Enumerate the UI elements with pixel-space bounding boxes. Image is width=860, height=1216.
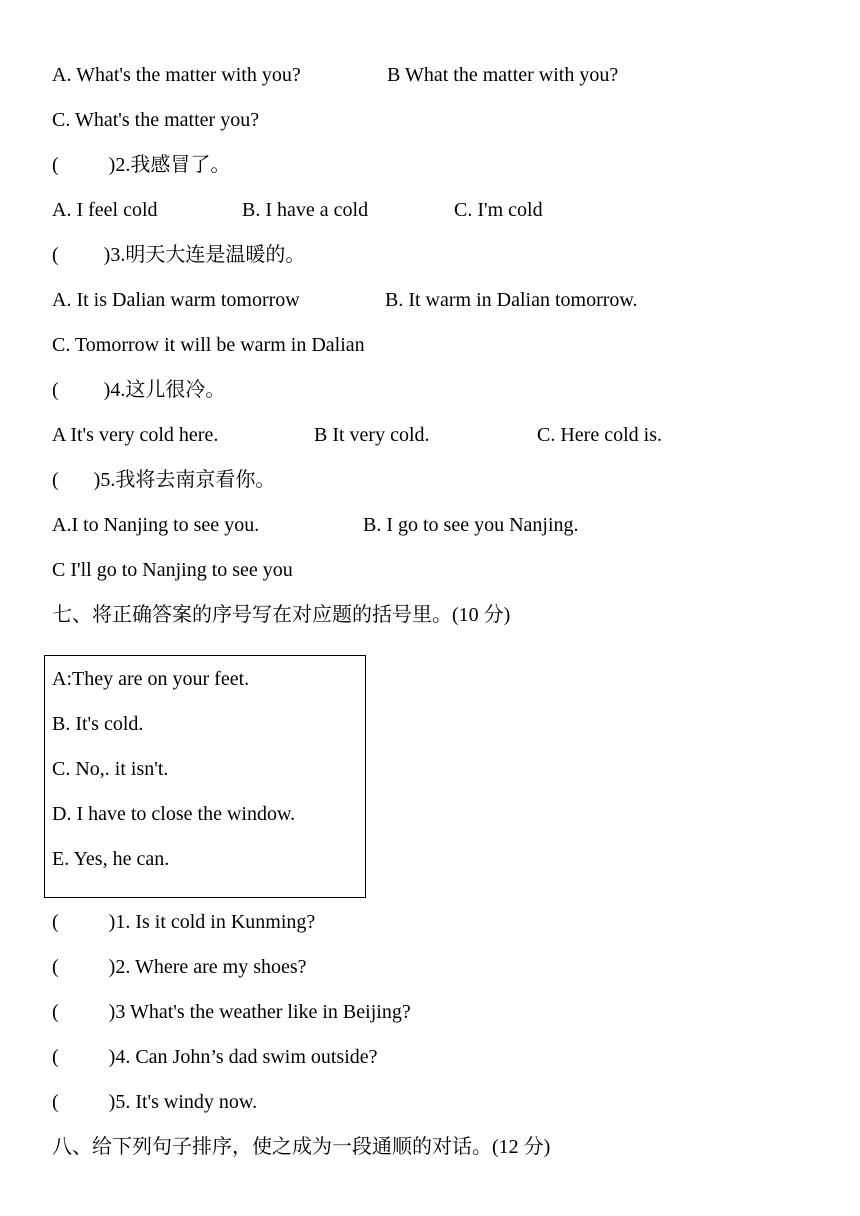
- q2-prompt: ( )2.我感冒了。: [52, 154, 231, 176]
- q5-prompt: ( )5.我将去南京看你。: [52, 469, 276, 491]
- q1-option-b: B What the matter with you?: [387, 64, 619, 86]
- answer-option-e: E. Yes, he can.: [52, 848, 170, 870]
- q1-option-a: A. What's the matter with you?: [52, 64, 301, 86]
- match-question-1: ( )1. Is it cold in Kunming?: [52, 911, 316, 933]
- answer-option-d: D. I have to close the window.: [52, 803, 296, 825]
- match-question-5: ( )5. It's windy now.: [52, 1091, 258, 1113]
- section7-heading: 七、将正确答案的序号写在对应题的括号里。(10 分): [52, 604, 511, 626]
- section8-heading: 八、给下列句子排序，使之成为一段通顺的对话。(12 分): [52, 1136, 551, 1158]
- q3-option-c: C. Tomorrow it will be warm in Dalian: [52, 334, 365, 356]
- q4-prompt: ( )4.这儿很冷。: [52, 379, 226, 401]
- match-question-2: ( )2. Where are my shoes?: [52, 956, 307, 978]
- q5-option-a: A.I to Nanjing to see you.: [52, 514, 260, 536]
- q1-option-c: C. What's the matter you?: [52, 109, 260, 131]
- answer-option-a: A:They are on your feet.: [52, 668, 250, 690]
- q5-option-b: B. I go to see you Nanjing.: [363, 514, 579, 536]
- q2-option-b: B. I have a cold: [242, 199, 369, 221]
- q4-option-b: B It very cold.: [314, 424, 430, 446]
- q5-option-c: C I'll go to Nanjing to see you: [52, 559, 293, 581]
- match-question-3: ( )3 What's the weather like in Beijing?: [52, 1001, 411, 1023]
- match-question-4: ( )4. Can John’s dad swim outside?: [52, 1046, 378, 1068]
- q4-option-a: A It's very cold here.: [52, 424, 219, 446]
- q3-prompt: ( )3.明天大连是温暖的。: [52, 244, 306, 266]
- q3-option-a: A. It is Dalian warm tomorrow: [52, 289, 300, 311]
- q2-option-c: C. I'm cold: [454, 199, 543, 221]
- answer-option-c: C. No,. it isn't.: [52, 758, 169, 780]
- q3-option-b: B. It warm in Dalian tomorrow.: [385, 289, 638, 311]
- answer-option-b: B. It's cold.: [52, 713, 144, 735]
- q2-option-a: A. I feel cold: [52, 199, 158, 221]
- q4-option-c: C. Here cold is.: [537, 424, 662, 446]
